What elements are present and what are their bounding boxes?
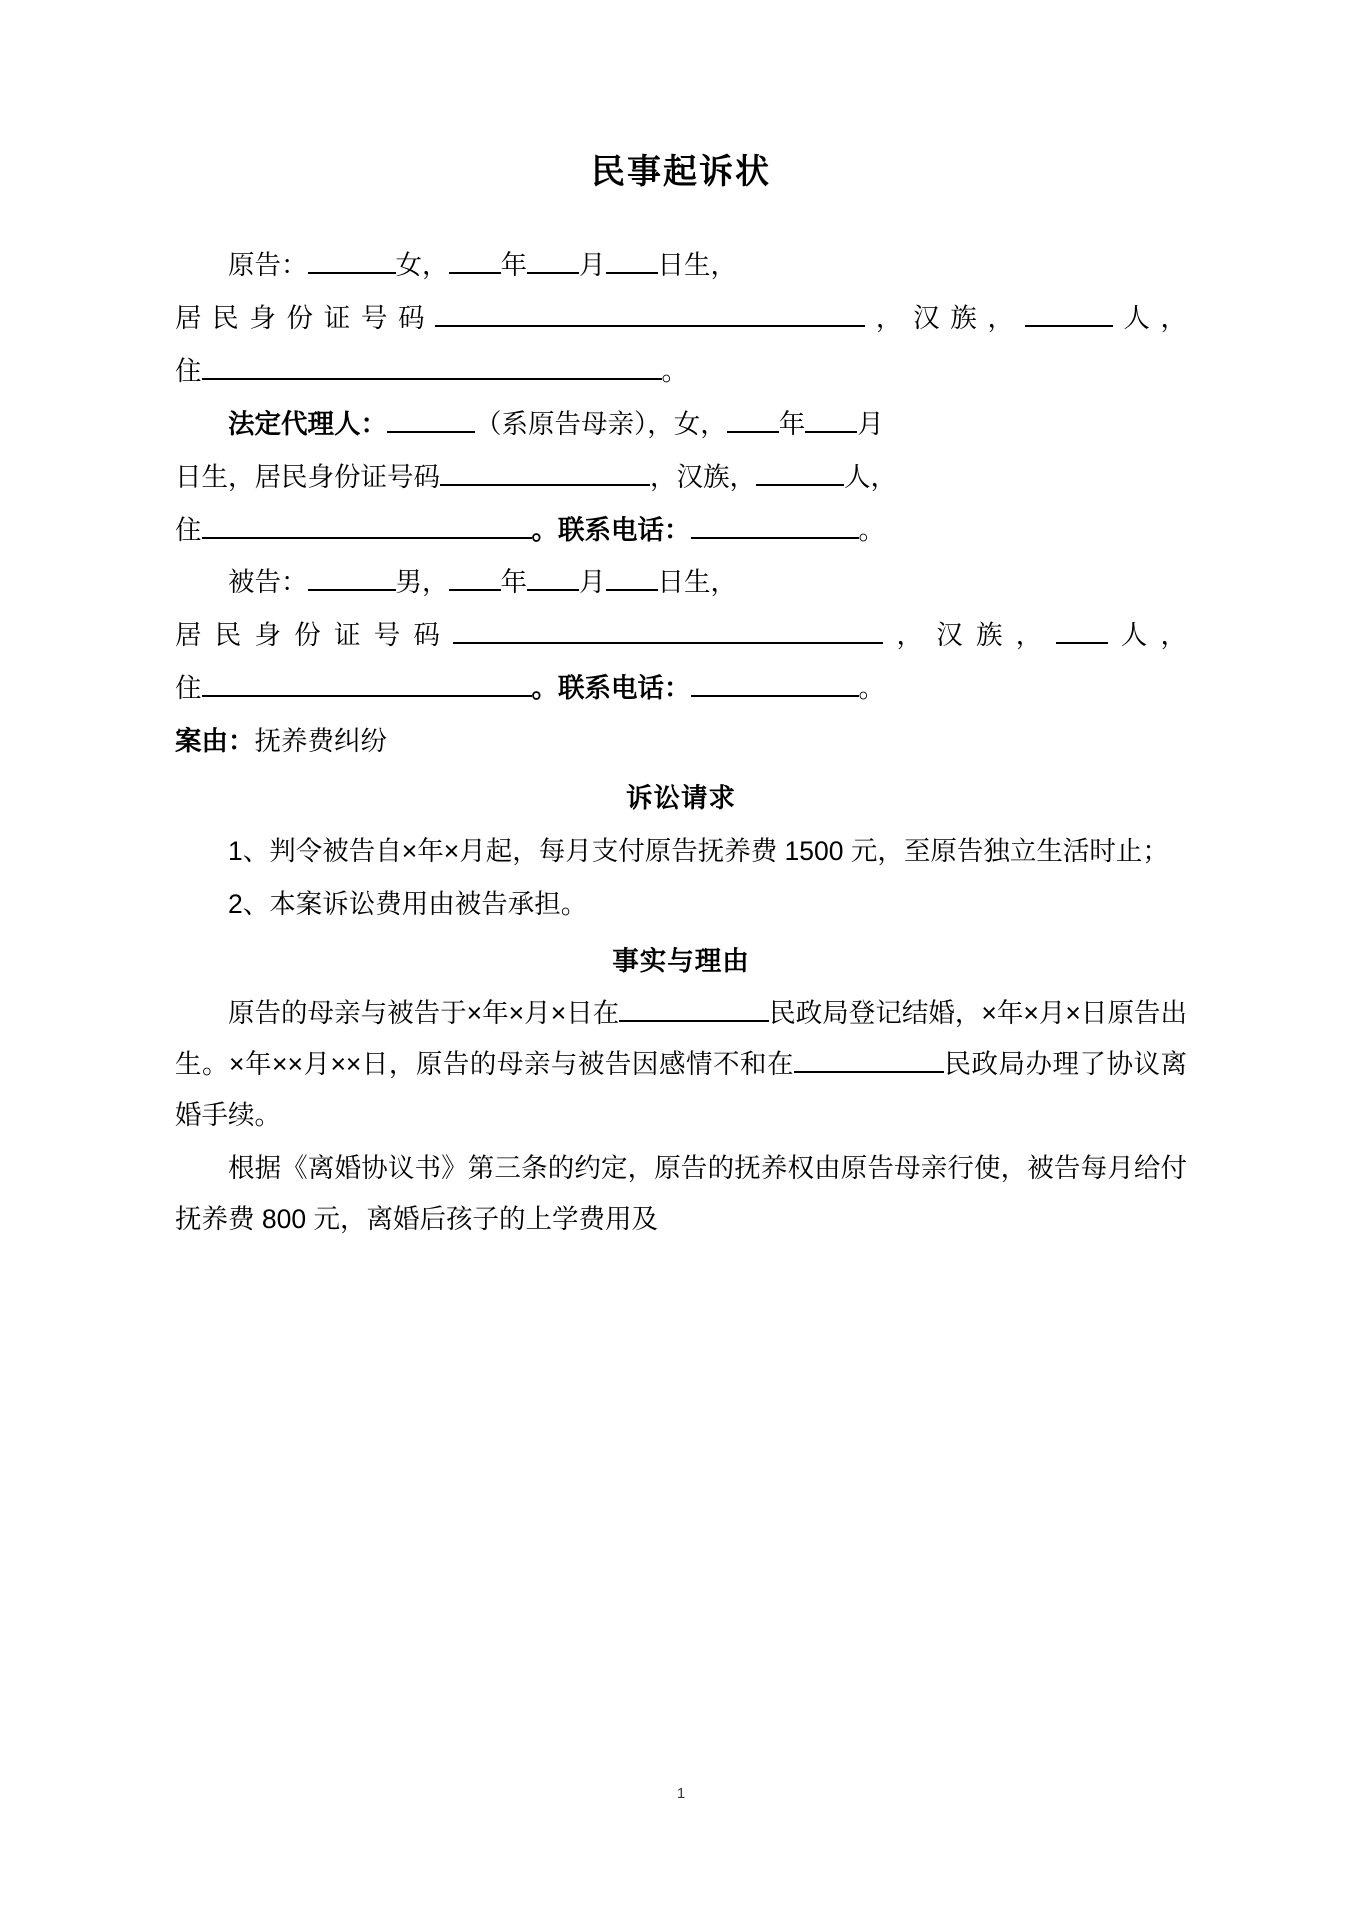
cause-label: 案由：	[175, 726, 255, 757]
facts-p1-part3: 民政局办理了协议离婚手续。	[175, 1049, 1187, 1131]
plaintiff-address-line	[175, 346, 1187, 397]
defendant-period: 。	[858, 673, 885, 704]
defendant-gender: 男，	[395, 567, 449, 598]
defendant-ethnicity: 汉族，	[936, 620, 1056, 651]
plaintiff-address-blank[interactable]	[202, 350, 662, 380]
legal-rep-address-blank[interactable]	[202, 509, 532, 539]
legal-rep-address-line	[175, 505, 1187, 556]
legal-rep-ethnicity: 汉族，	[676, 461, 756, 492]
facts-heading: 事实与理由	[612, 945, 750, 976]
plaintiff-period: 。	[661, 355, 688, 386]
legal-rep-year-unit: 年	[778, 408, 806, 439]
divorce-registry-blank[interactable]	[794, 1044, 944, 1074]
plaintiff-id-label: 居民身份证号码	[175, 303, 436, 334]
plaintiff-birth-year-blank[interactable]	[449, 244, 501, 274]
defendant-native-place-blank[interactable]	[1056, 615, 1108, 645]
defendant-name-blank[interactable]	[308, 562, 396, 592]
marriage-registry-blank[interactable]	[619, 993, 769, 1023]
facts-paragraph-1	[175, 988, 1187, 1141]
defendant-phone-label: 。联系电话：	[531, 673, 691, 704]
plaintiff-month-unit: 月	[579, 250, 606, 281]
legal-rep-id-blank[interactable]	[440, 456, 650, 486]
defendant-address-line	[175, 663, 1187, 714]
legal-rep-native-suffix: 人，	[844, 461, 897, 492]
defendant-paragraph	[175, 557, 1187, 608]
plaintiff-day-unit: 日生，	[657, 250, 737, 281]
legal-rep-phone-label: 。联系电话：	[531, 514, 691, 545]
legal-rep-phone-blank[interactable]	[691, 509, 859, 539]
facts-paragraph-2: 根据《离婚协议书》第三条的约定，原告的抚养权由原告母亲行使，被告每月给付抚养费 800 元，离婚后孩子的上学费用及	[175, 1153, 1187, 1234]
page-title: 民事起诉状	[591, 153, 771, 191]
plaintiff-paragraph	[175, 240, 1187, 291]
facts-p1-part2: 民政局登记结婚，×年×月×日原告出生。×年××月××日，原告的母亲与被告因感情不和在	[175, 998, 1187, 1080]
plaintiff-label: 原告：	[228, 250, 308, 281]
page-number: 1	[676, 1785, 686, 1802]
claim-item-1: 1、判令被告自×年×月起，每月支付原告抚养费 1500 元，至原告独立生活时止；	[228, 835, 1169, 866]
legal-rep-period: 。	[858, 514, 885, 545]
defendant-address-blank[interactable]	[202, 667, 532, 697]
legal-rep-relation: （系原告母亲），	[475, 408, 674, 439]
legal-rep-birth-month-blank[interactable]	[805, 403, 857, 433]
defendant-phone-blank[interactable]	[691, 667, 859, 697]
claims-heading: 诉讼请求	[626, 782, 736, 813]
cause-value: 抚养费纠纷	[254, 726, 387, 757]
defendant-address-label: 住	[175, 673, 202, 704]
plaintiff-ethnicity: 汉族，	[913, 303, 1025, 334]
legal-rep-native-place-blank[interactable]	[756, 456, 844, 486]
defendant-id-blank[interactable]	[453, 615, 883, 645]
defendant-label: 被告：	[228, 567, 308, 598]
legal-rep-birth-tail: 日生，	[175, 461, 255, 492]
defendant-day-unit: 日生，	[657, 567, 737, 598]
legal-rep-month-unit: 月	[857, 408, 884, 439]
plaintiff-year-unit: 年	[500, 250, 527, 281]
legal-rep-paragraph	[175, 399, 1187, 450]
facts-p1-part1: 原告的母亲与被告于×年×月×日在	[228, 998, 620, 1029]
defendant-month-unit: 月	[579, 567, 606, 598]
defendant-birth-year-blank[interactable]	[449, 562, 501, 592]
legal-rep-birth-year-blank[interactable]	[727, 403, 779, 433]
plaintiff-name-blank[interactable]	[308, 244, 396, 274]
legal-rep-address-label: 住	[175, 514, 202, 545]
plaintiff-birth-day-blank[interactable]	[606, 244, 658, 274]
plaintiff-address-label: 住	[175, 355, 202, 386]
defendant-native-suffix: 人，	[1107, 620, 1187, 651]
plaintiff-birth-month-blank[interactable]	[527, 244, 579, 274]
defendant-id-label: 居民身份证号码	[175, 620, 454, 651]
plaintiff-id-blank[interactable]	[435, 297, 865, 327]
plaintiff-gender: 女，	[395, 250, 449, 281]
legal-rep-id-label: 居民身份证号码	[254, 461, 440, 492]
plaintiff-native-place-blank[interactable]	[1025, 297, 1113, 327]
legal-rep-id-line: 日生，居民身份证号码 ，汉族， 人，	[175, 452, 1187, 503]
legal-rep-name-blank[interactable]	[387, 403, 475, 433]
defendant-birth-month-blank[interactable]	[527, 562, 579, 592]
defendant-year-unit: 年	[500, 567, 527, 598]
legal-rep-gender: 女，	[673, 408, 727, 439]
claim-item-2: 2、本案诉讼费用由被告承担。	[228, 888, 588, 919]
plaintiff-id-line: 居民身份证号码 ，汉族， 人，	[175, 293, 1187, 344]
plaintiff-native-suffix: 人，	[1112, 303, 1188, 334]
defendant-id-line: 居民身份证号码 ，汉族， 人，	[175, 610, 1187, 661]
cause-line	[175, 716, 1187, 767]
legal-rep-label: 法定代理人：	[228, 408, 387, 439]
defendant-birth-day-blank[interactable]	[606, 562, 658, 592]
